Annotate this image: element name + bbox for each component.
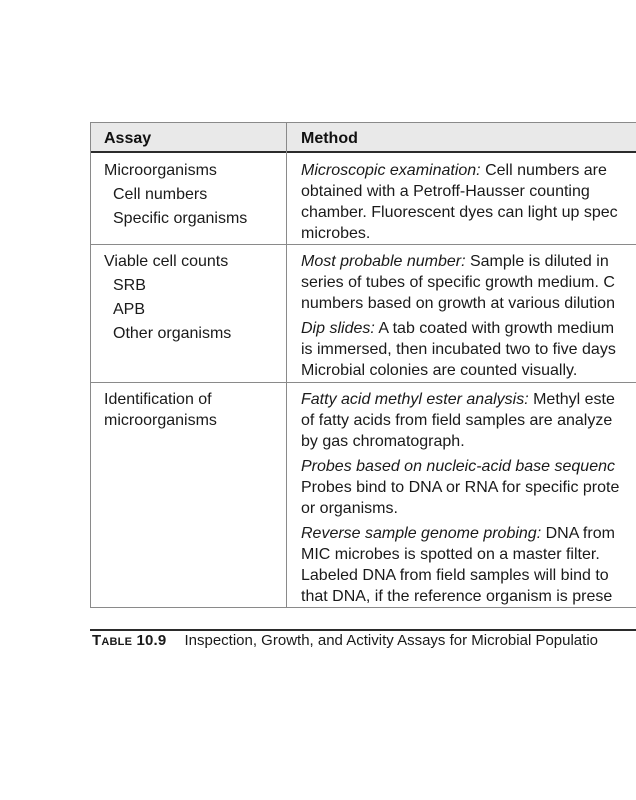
assay-subitem: Specific organisms bbox=[113, 210, 248, 227]
method-text: chamber. Fluorescent dyes can light up spec bbox=[301, 204, 618, 221]
method-text: or organisms. bbox=[301, 500, 398, 517]
method-text: Methyl este bbox=[528, 391, 615, 408]
caption-label: Table 10.9 bbox=[92, 632, 167, 649]
method-paragraph bbox=[301, 160, 636, 244]
table-caption bbox=[92, 632, 598, 649]
method-text: Probes bind to DNA or RNA for specific prote bbox=[301, 479, 620, 496]
method-text: MIC microbes is spotted on a master filter. bbox=[301, 546, 600, 563]
method-cell bbox=[301, 389, 636, 611]
assay-cell bbox=[104, 251, 282, 344]
method-cell bbox=[301, 160, 636, 248]
method-text: A tab coated with growth medium bbox=[374, 320, 615, 337]
method-text: Cell numbers are bbox=[480, 162, 607, 179]
method-text: Sample is diluted in bbox=[465, 253, 609, 270]
method-term: Probes based on nucleic-acid base sequenc bbox=[301, 458, 615, 475]
assay-title: Viable cell counts bbox=[104, 253, 229, 270]
assay-title: Identification of bbox=[104, 391, 212, 408]
method-text: DNA from bbox=[541, 525, 615, 542]
method-term: Reverse sample genome probing: bbox=[301, 525, 542, 542]
caption-rule bbox=[90, 629, 636, 631]
caption-text: Inspection, Growth, and Activity Assays for Microbial Populatio bbox=[184, 632, 598, 649]
table-header-row bbox=[91, 123, 636, 153]
method-text: microbes. bbox=[301, 225, 371, 242]
header-assay: Assay bbox=[104, 130, 152, 147]
method-paragraph bbox=[301, 523, 636, 607]
method-text: that DNA, if the reference organism is prese bbox=[301, 588, 613, 605]
method-text: of fatty acids from field samples are analyze bbox=[301, 412, 613, 429]
header-method: Method bbox=[301, 130, 358, 147]
method-term: Microscopic examination: bbox=[301, 162, 481, 179]
method-paragraph bbox=[301, 251, 636, 314]
column-divider bbox=[286, 123, 287, 607]
assay-subitem: SRB bbox=[113, 277, 146, 294]
assay-cell bbox=[104, 389, 282, 431]
assay-subitem: Other organisms bbox=[113, 325, 232, 342]
method-text: series of tubes of specific growth medium. C bbox=[301, 274, 615, 291]
method-text: is immersed, then incubated two to five days bbox=[301, 341, 616, 358]
assay-title: Microorganisms bbox=[104, 162, 217, 179]
method-paragraph bbox=[301, 318, 636, 381]
assay-subitem: APB bbox=[113, 301, 146, 318]
assay-cell bbox=[104, 160, 282, 229]
method-text: Labeled DNA from field samples will bind to bbox=[301, 567, 609, 584]
method-term: Most probable number: bbox=[301, 253, 466, 270]
method-text: Microbial colonies are counted visually. bbox=[301, 362, 578, 379]
method-term: Dip slides: bbox=[301, 320, 375, 337]
method-cell bbox=[301, 251, 636, 385]
method-term: Fatty acid methyl ester analysis: bbox=[301, 391, 529, 408]
assay-title: microorganisms bbox=[104, 412, 217, 429]
method-paragraph bbox=[301, 389, 636, 452]
assay-table bbox=[90, 122, 636, 608]
method-text: by gas chromatograph. bbox=[301, 433, 465, 450]
method-text: obtained with a Petroff-Hausser counting bbox=[301, 183, 590, 200]
method-text: numbers based on growth at various dilution bbox=[301, 295, 615, 312]
method-paragraph bbox=[301, 456, 636, 519]
assay-subitem: Cell numbers bbox=[113, 186, 208, 203]
